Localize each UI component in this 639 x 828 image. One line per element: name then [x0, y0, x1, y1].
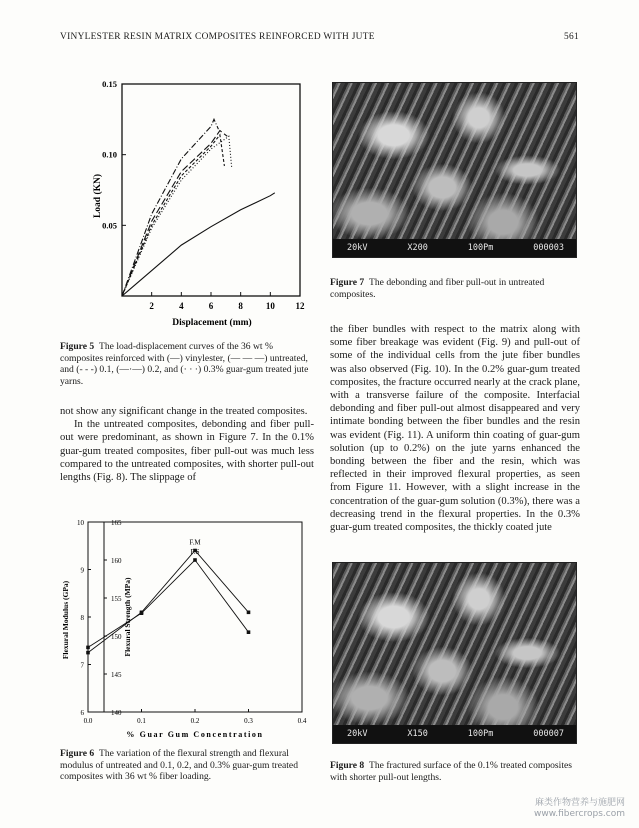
right-paragraph-1: the fiber bundles with respect to the matrix along with some fiber breakage was evident (Fig. 9) and pull-out of some of the individual cells from the jute fiber bundles was also observed (Fig. 10). In the 0.2% guar-gum treated composites, the fracture occurred nearly at the crack plane, with a transverse failure of the composite. Interfacial debonding and fiber pull-out almost disappeared and very intimate bonding between the fiber bundles and the resin was evident (Fig. 11). A uniform thin coating of guar-gum solution (up to 0.2%) on the jute yarns enhanced the bonding between the fiber and the resin, which was reflected in their improved flexural properties, as seen from Figure 11. However, with a slight increase in the concentration of the guar-gum solution (0.3%), there was a decreasing trend in the flexural properties. In the 0.3% guar-gum treated composites, the thickly coated jute: [330, 324, 581, 534]
left-column-text: [60, 405, 314, 484]
figure6-x-tick-label: 0.1: [137, 717, 146, 725]
figure6-data-point: [247, 630, 251, 634]
figure6-x-axis-label: % Guar Gum Concentration: [126, 730, 264, 739]
figure7-caption-text: The debonding and fiber pull-out in untreated composites.: [330, 277, 545, 300]
figure6-x-tick-label: 0.3: [244, 717, 253, 725]
figure5-series-1-line: [122, 193, 275, 296]
figure6-caption-label: Figure 6: [60, 748, 95, 759]
figure6-left-tick-label: 7: [80, 661, 84, 670]
figure6-data-point: [193, 558, 197, 562]
right-column-text: [330, 323, 580, 534]
figure6-data-point: [86, 646, 90, 650]
left-paragraph-1: not show any significant change in the treated composites.: [60, 406, 308, 417]
figure8-caption: [330, 760, 580, 783]
figure5-series-5-line: [122, 136, 232, 296]
figure7-voltage: 20kV: [347, 243, 368, 253]
figure8-micrograph: [332, 562, 577, 744]
figure5-x-axis-label: Displacement (mm): [172, 318, 252, 328]
figure5-y-axis-label: Load (KN): [93, 173, 103, 219]
figure6-left-axis-label: Flexural Modulus (GPa): [61, 580, 70, 660]
figure5-series-3-line: [122, 135, 224, 296]
figure8-magnification: X150: [407, 729, 428, 739]
figure6-left-tick-label: 10: [77, 519, 84, 527]
figure8-caption-label: Figure 8: [330, 760, 365, 771]
figure6-x-tick-label: 0.2: [190, 717, 200, 725]
figure8-voltage: 20kV: [347, 729, 368, 739]
figure7-micrograph-databar: [333, 239, 576, 257]
figure6-data-point: [86, 651, 90, 655]
figure7-caption: [330, 277, 580, 300]
figure6-series-1-label: F.M: [189, 538, 201, 547]
figure5-caption-label: Figure 5: [60, 341, 95, 352]
figure6-right-axis-label: Flexural Strength (MPa): [123, 577, 132, 657]
figure7-magnification: X200: [407, 243, 428, 253]
watermark-line-1: 麻类作物营养与施肥网: [534, 798, 625, 808]
figure5-series-2-line: [122, 131, 227, 296]
figure7-image-number: 000003: [533, 243, 564, 253]
figure6-caption: [60, 748, 314, 783]
figure5-y-tick-label: 0.15: [102, 79, 117, 89]
figure6-right-tick-label: 155: [111, 595, 122, 603]
figure6-series-2-label: F.S: [190, 548, 200, 556]
running-title: VINYLESTER RESIN MATRIX COMPOSITES REINFORCED WITH JUTE: [60, 32, 375, 42]
figure6-left-tick-label: 8: [80, 614, 84, 622]
figure6-x-tick-label: 0.4: [297, 717, 307, 725]
left-paragraph-2: In the untreated composites, debonding and fiber pull-out were predominant, as shown in Figure 7. In the 0.1% guar-gum treated composites, fiber pull-out was much less compared to the untreated composites, with shorter pull-out lengths (Fig. 8). The slippage of: [60, 419, 314, 484]
figure5-y-tick-label: 0.10: [102, 149, 117, 160]
figure6-data-point: [247, 611, 251, 615]
figure8-micrograph-databar: [333, 725, 576, 743]
figure7-caption-label: Figure 7: [330, 277, 365, 288]
figure7-scale-bar-label: 100Pm: [467, 243, 494, 253]
figure5-x-tick-label: 12: [295, 301, 305, 311]
figure5-y-tick-label: 0.05: [102, 220, 117, 231]
figure5-x-tick-label: 8: [238, 301, 243, 311]
figure6-right-tick-label: 140: [111, 709, 122, 717]
figure6-chart: [60, 515, 314, 745]
figure6-right-tick-label: 160: [111, 557, 122, 565]
figure5-x-tick-label: 10: [265, 301, 275, 311]
figure6-left-tick-label: 6: [80, 709, 84, 717]
figure5-plot-frame: [122, 84, 300, 296]
figure6-x-tick-label: 0.0: [83, 717, 93, 725]
figure6-right-tick-label: 145: [111, 671, 122, 679]
figure6-caption-text: The variation of the flexural strength and flexural modulus of untreated and 0.1, 0.2, and 0.3% guar-gum treated composites with 36 wt % fiber loading.: [60, 748, 298, 783]
figure5-x-tick-label: 2: [149, 301, 154, 311]
figure8-scale-bar-label: 100Pm: [467, 729, 494, 739]
figure7-micrograph: [332, 82, 577, 258]
figure5-caption-text: The load-displacement curves of the 36 wt % composites reinforced with (—) vinylester, (— — —) untreated, and (- - -) 0.1, (—·—) 0.2, and (· · ·) 0.3% guar-gum treated jute yarns.: [60, 341, 309, 387]
page-number: 561: [564, 32, 579, 42]
figure5-series-4-line: [122, 119, 218, 296]
figure8-image-number: 000007: [533, 729, 564, 739]
figure5-chart: [62, 78, 312, 333]
site-watermark: [534, 798, 625, 820]
figure8-caption-text: The fractured surface of the 0.1% treated composites with shorter pull-out lengths.: [330, 760, 572, 783]
running-header: [60, 32, 579, 42]
figure5-x-tick-label: 6: [208, 301, 214, 311]
figure6-right-tick-label: 165: [111, 519, 122, 527]
figure5-caption: [60, 341, 314, 387]
figure5-x-tick-label: 4: [179, 301, 184, 311]
watermark-line-2: www.fibercrops.com: [534, 809, 625, 819]
figure6-left-tick-label: 9: [80, 566, 84, 575]
figure6-data-point: [140, 611, 144, 615]
figure6-right-tick-label: 150: [111, 633, 122, 641]
